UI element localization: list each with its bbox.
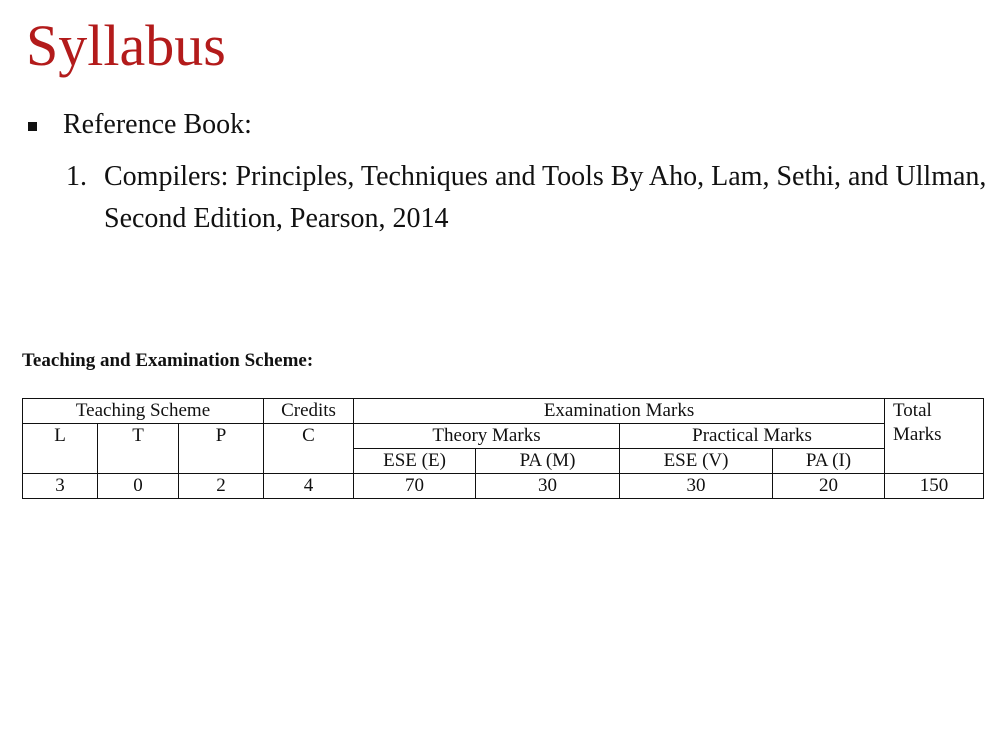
scheme-heading: Teaching and Examination Scheme: [22,350,314,371]
header-L: L [23,424,98,474]
header-C: C [264,424,354,474]
scheme-table [22,398,984,499]
value-total: 150 [885,474,984,499]
value-ese-v: 30 [620,474,773,499]
value-pa-i: 20 [773,474,885,499]
header-ese-v: ESE (V) [620,449,773,474]
reference-book-bullet [28,109,252,141]
value-ese-e: 70 [354,474,476,499]
header-practical-marks: Practical Marks [620,424,885,449]
header-teaching-scheme: Teaching Scheme [23,399,264,424]
header-credits: Credits [264,399,354,424]
header-ese-e: ESE (E) [354,449,476,474]
list-item [66,156,996,240]
header-T: T [98,424,179,474]
table-row [23,399,984,424]
table-row [23,474,984,499]
reference-book-label: Reference Book: [63,109,252,140]
value-P: 2 [179,474,264,499]
header-total-marks: Total Marks [885,399,984,474]
list-item-text: Compilers: Principles, Techniques and Tools By Aho, Lam, Sethi, and Ullman, Second Edition, Pearson, 2014 [104,161,987,234]
header-pa-i: PA (I) [773,449,885,474]
value-L: 3 [23,474,98,499]
square-bullet-icon [28,122,37,131]
reference-list [66,156,996,240]
header-examination-marks: Examination Marks [354,399,885,424]
header-pa-m: PA (M) [476,449,620,474]
list-item-number: 1. [66,161,87,192]
value-pa-m: 30 [476,474,620,499]
header-theory-marks: Theory Marks [354,424,620,449]
slide-title: Syllabus [26,13,226,78]
table-row [23,424,984,449]
value-T: 0 [98,474,179,499]
value-C: 4 [264,474,354,499]
header-P: P [179,424,264,474]
